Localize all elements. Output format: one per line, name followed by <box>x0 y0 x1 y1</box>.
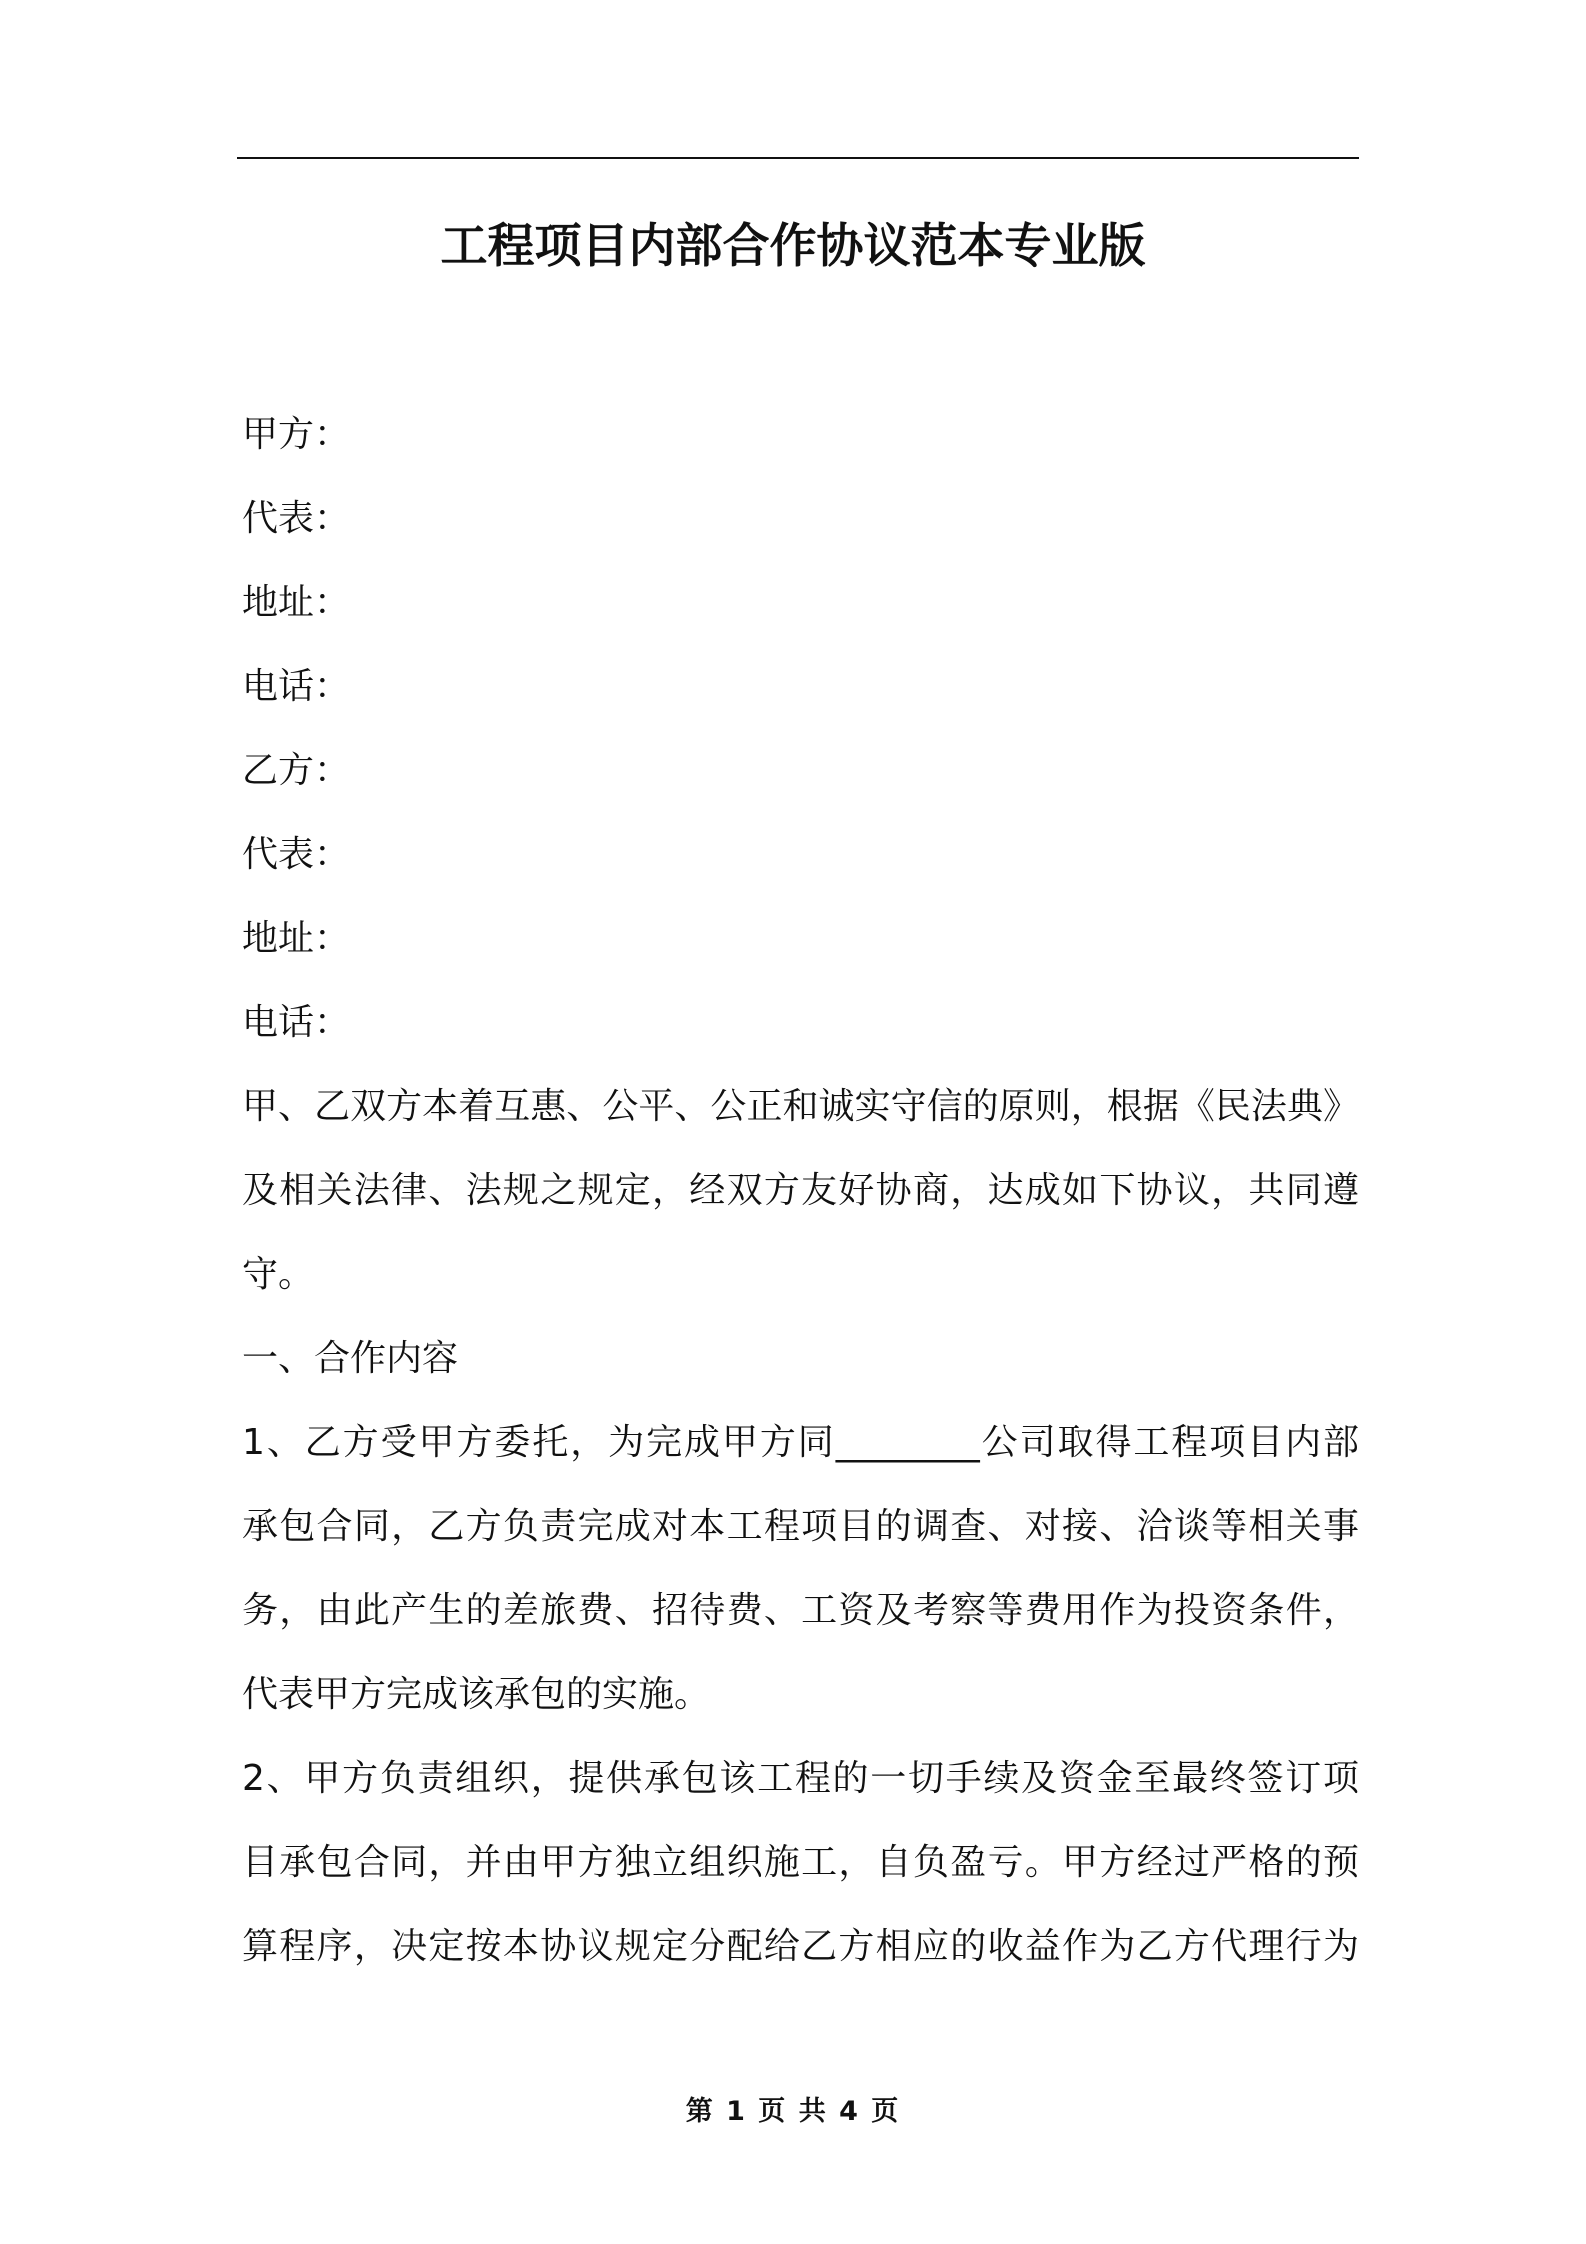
preamble-line: 守。 <box>242 1254 315 1295</box>
clause-2-line: 算程序，决定按本协议规定分配给乙方相应的收益作为乙方代理行为 <box>242 1926 1359 1967</box>
header-rule <box>237 157 1359 159</box>
party-a-rep-label: 代表： <box>242 498 351 539</box>
party-a-name-label: 甲方： <box>242 414 351 455</box>
preamble-line: 甲、乙双方本着互惠、公平、公正和诚实守信的原则，根据《民法典》 <box>242 1086 1359 1127</box>
document-title: 工程项目内部合作协议范本专业版 <box>440 219 1146 274</box>
section-heading-text: 一、合作内容 <box>242 1338 459 1379</box>
clause-2-paragraph <box>242 1737 1359 1989</box>
clause-1-line: 务，由此产生的差旅费、招待费、工资及考察等费用作为投资条件， <box>242 1590 1359 1631</box>
clause-2-line: 目承包合同，并由甲方独立组织施工，自负盈亏。甲方经过严格的预 <box>242 1842 1359 1883</box>
clause-1-line: 1、乙方受甲方委托，为完成甲方同________公司取得工程项目内部 <box>242 1422 1359 1463</box>
party-a-address-label: 地址： <box>242 582 351 623</box>
party-b-address-label: 地址： <box>242 918 351 959</box>
clause-1-line: 承包合同，乙方负责完成对本工程项目的调查、对接、洽谈等相关事 <box>242 1506 1359 1547</box>
page-footer: 第 1 页 共 4 页 <box>685 2096 901 2127</box>
party-b-phone-label: 电话： <box>242 1002 351 1043</box>
preamble-line: 及相关法律、法规之规定，经双方友好协商，达成如下协议，共同遵 <box>242 1170 1359 1211</box>
party-a-phone-label: 电话： <box>242 666 351 707</box>
section-1-heading <box>242 1317 1359 1401</box>
party-b-name-label: 乙方： <box>242 750 351 791</box>
preamble-paragraph <box>242 1065 1359 1317</box>
clause-1-line: 代表甲方完成该承包的实施。 <box>242 1674 711 1715</box>
clause-1-paragraph <box>242 1401 1359 1737</box>
clause-2-line: 2、甲方负责组织，提供承包该工程的一切手续及资金至最终签订项 <box>242 1758 1359 1799</box>
party-b-rep-label: 代表： <box>242 834 351 875</box>
